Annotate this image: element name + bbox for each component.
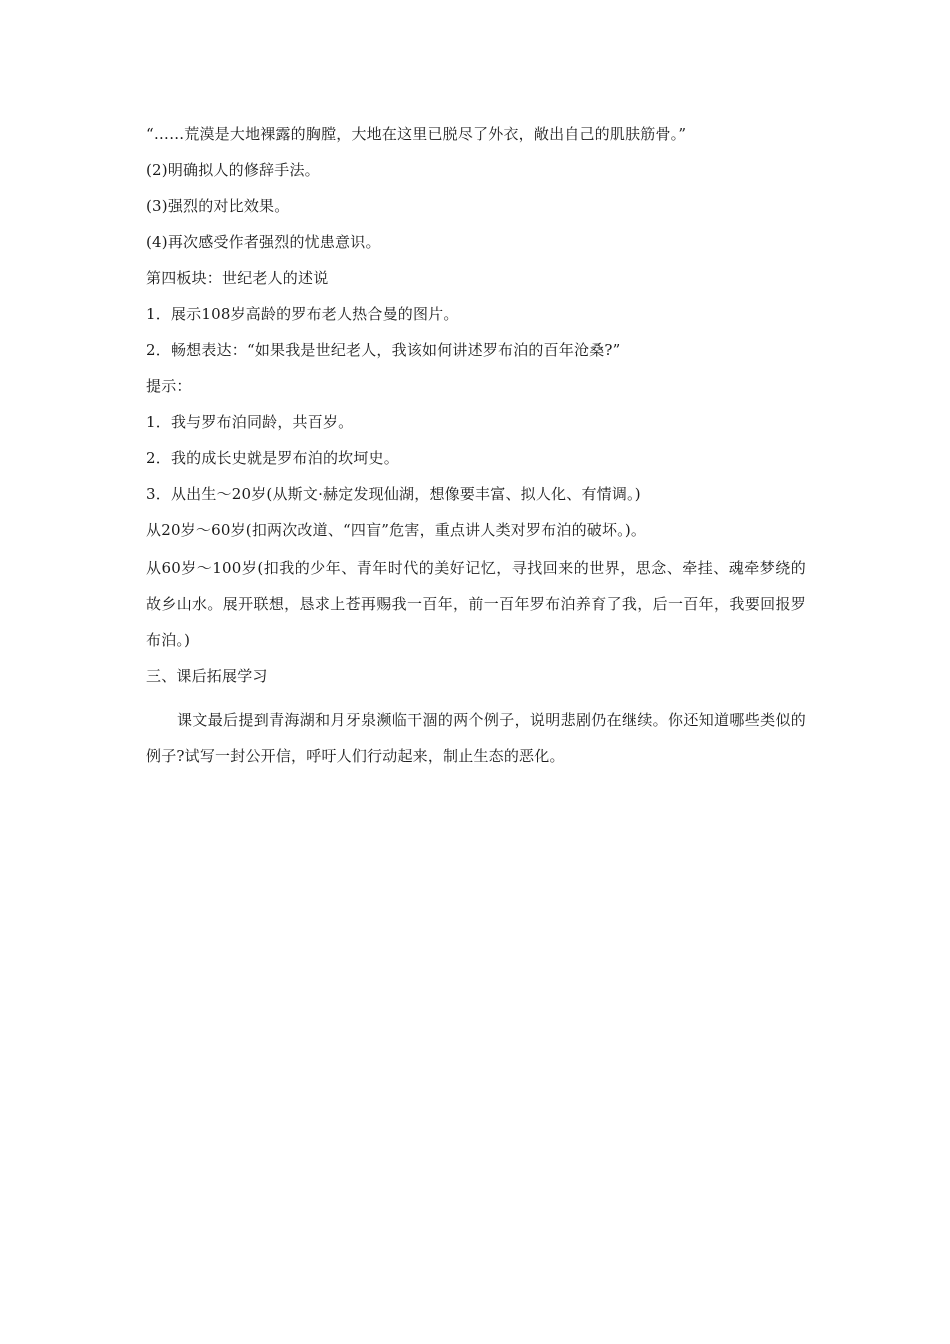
hint-label: 提示： (146, 377, 192, 395)
extension-paragraph: 课文最后提到青海湖和月牙泉濒临干涸的两个例子，说明悲剧仍在继续。你还知道哪些类似的例子?试写一封公开信，呼吁人们行动起来，制止生态的恶化。 (146, 711, 806, 765)
section-3-heading: 三、课后拓展学习 (146, 667, 268, 685)
age-20-60: 从20岁～60岁(扣两次改道、“四盲”危害，重点讲人类对罗布泊的破坏。)。 (146, 521, 647, 539)
item-1-show-picture: 1．展示108岁高龄的罗布老人热合曼的图片。 (146, 305, 459, 323)
point-4: (4)再次感受作者强烈的忧患意识。 (146, 233, 381, 251)
document-body (146, 124, 806, 782)
age-60-100-paragraph: 从60岁～100岁(扣我的少年、青年时代的美好记忆，寻找回来的世界，思念、牵挂、魂牵梦绕的故乡山水。展开联想，恳求上苍再赐我一百年，前一百年罗布泊养育了我，后一百年，我要回报罗布泊。) (146, 559, 806, 649)
hint-2: 2．我的成长史就是罗布泊的坎坷史。 (146, 449, 399, 467)
point-2: (2)明确拟人的修辞手法。 (146, 161, 320, 179)
quote-line: “……荒漠是大地裸露的胸膛，大地在这里已脱尽了外衣，敞出自己的肌肤筋骨。” (146, 125, 687, 143)
item-2-imagine: 2．畅想表达：“如果我是世纪老人，我该如何讲述罗布泊的百年沧桑?” (146, 341, 621, 359)
hint-1: 1．我与罗布泊同龄，共百岁。 (146, 413, 354, 431)
section-4-heading: 第四板块：世纪老人的述说 (146, 269, 329, 287)
hint-3: 3．从出生～20岁(从斯文·赫定发现仙湖，想像要丰富、拟人化、有情调。) (146, 485, 641, 503)
point-3: (3)强烈的对比效果。 (146, 197, 290, 215)
